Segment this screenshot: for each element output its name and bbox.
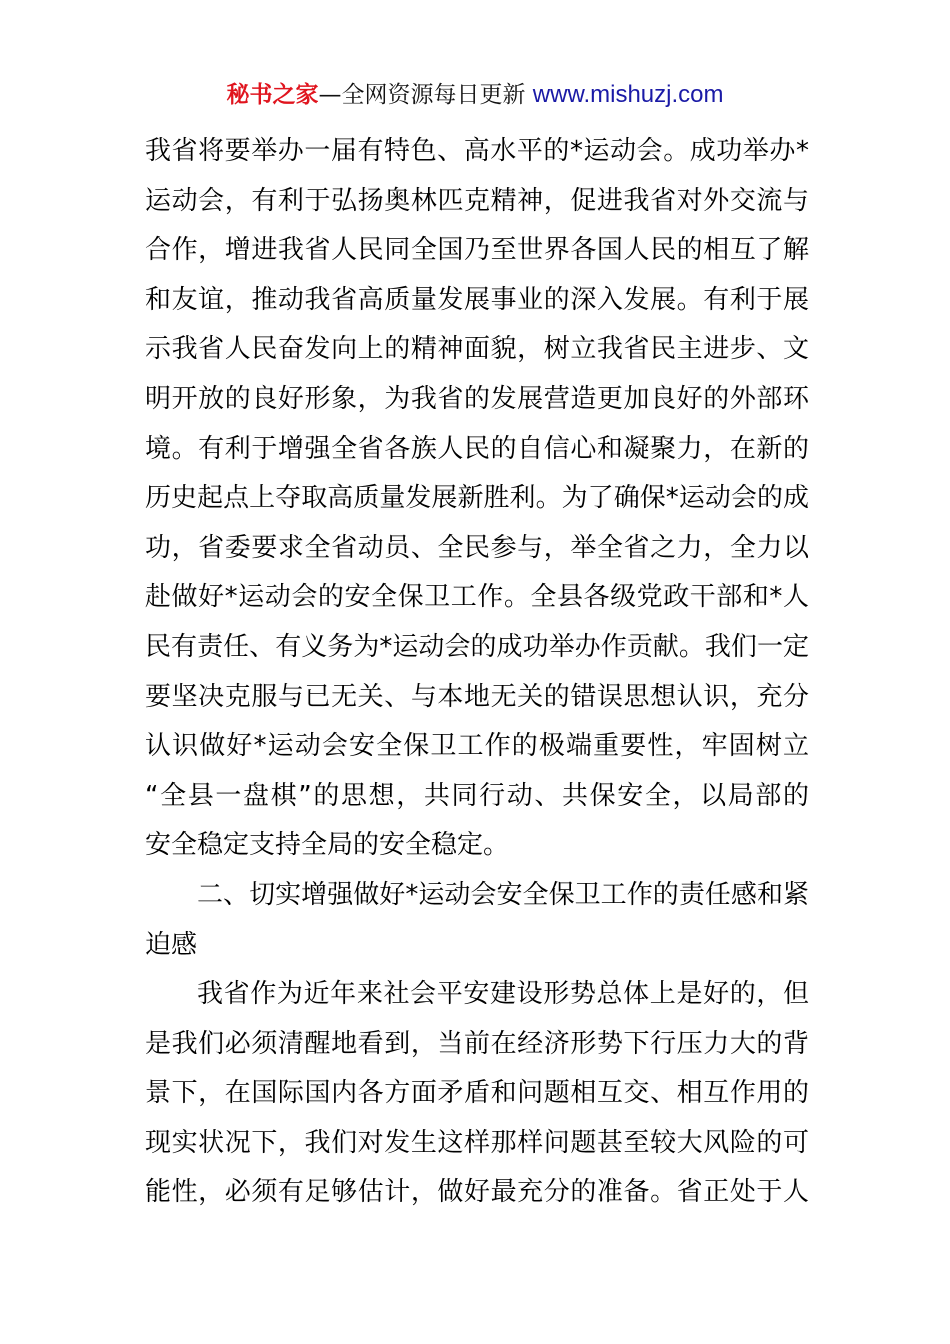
document-body [145,127,809,1218]
text-line: 功，省委要求全省动员、全民参与，举全省之力，全力以 [145,532,809,563]
text-line: 能性，必须有足够估计，做好最充分的准备。省正处于人 [145,1177,809,1208]
text-line: 和友谊，推动我省高质量发展事业的深入发展。有利于展 [145,284,809,315]
text-line: 民有责任、有义务为*运动会的成功举办作贡献。我们一定 [145,631,809,662]
text-line: 我省将要举办一届有特色、高水平的*运动会。成功举办* [145,136,809,166]
text-line: “全县一盘棋”的思想，共同行动、共保安全，以局部的 [145,780,809,811]
text-line: 赴做好*运动会的安全保卫工作。全县各级党政干部和*人 [145,582,809,613]
text-line: 是我们必须清醒地看到，当前在经济形势下行压力大的背 [145,1028,809,1059]
text-line: 境。有利于增强全省各族人民的自信心和凝聚力，在新的 [145,433,809,464]
site-header [0,78,950,112]
text-line: 明开放的良好形象，为我省的发展营造更加良好的外部环 [145,383,809,414]
text-line: 景下，在国际国内各方面矛盾和问题相互交、相互作用的 [145,1078,809,1109]
site-url-link[interactable]: www.mishuzj.com [532,81,724,108]
section-heading-line: 二、切实增强做好*运动会安全保卫工作的责任感和紧 [197,879,809,910]
text-line: 要坚决克服与已无关、与本地无关的错误思想认识，充分 [145,681,809,712]
text-line: 现实状况下，我们对发生这样那样问题甚至较大风险的可 [145,1127,809,1158]
text-line: 合作，增进我省人民同全国乃至世界各国人民的相互了解 [145,235,809,266]
text-line: 认识做好*运动会安全保卫工作的极端重要性，牢固树立 [145,731,809,762]
text-line: 示我省人民奋发向上的精神面貌，树立我省民主进步、文 [145,334,809,365]
text-line: 历史起点上夺取高质量发展新胜利。为了确保*运动会的成 [145,483,809,514]
brand-name: 秘书之家 [226,82,319,108]
text-line: 运动会，有利于弘扬奥林匹克精神，促进我省对外交流与 [145,185,809,216]
section-heading-line: 迫感 [145,929,198,960]
header-tagline: —全网资源每日更新 [318,82,526,108]
text-line: 我省作为近年来社会平安建设形势总体上是好的，但 [197,979,809,1010]
text-line: 安全稳定支持全局的安全稳定。 [145,830,510,861]
